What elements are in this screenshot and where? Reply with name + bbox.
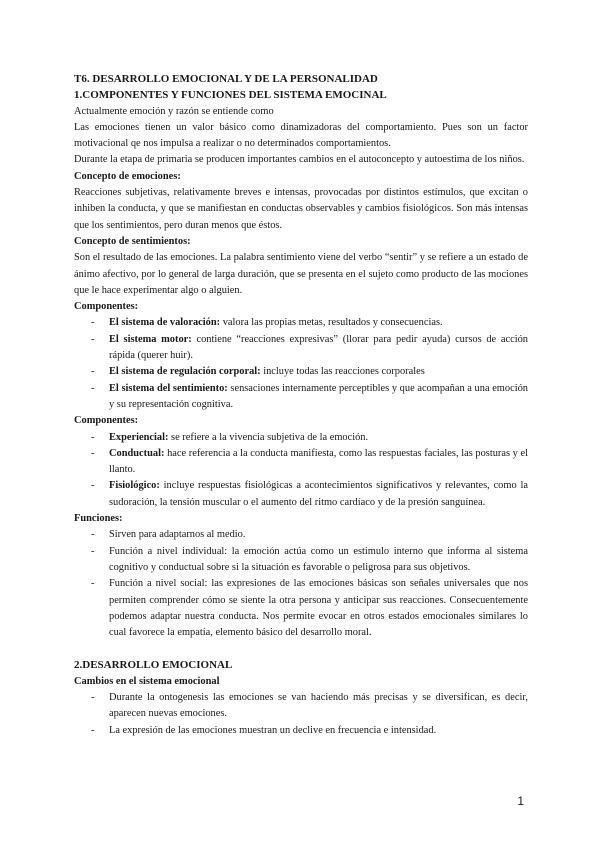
item-term: Conductual: bbox=[109, 447, 165, 459]
list-item bbox=[74, 690, 528, 723]
item-term: El sistema motor: bbox=[109, 333, 192, 345]
dash-bullet: - bbox=[91, 578, 95, 590]
dash-bullet: - bbox=[91, 333, 95, 345]
dash-bullet: - bbox=[91, 447, 95, 459]
dash-bullet: - bbox=[91, 317, 95, 329]
list-item bbox=[74, 478, 528, 511]
item-text: se refiere a la vivencia subjetiva de la emoción. bbox=[168, 431, 369, 443]
dash-bullet: - bbox=[91, 382, 95, 394]
list-item bbox=[74, 381, 528, 414]
item-text: Función a nivel social: las expresiones de las emociones básicas son señales universales que nos permiten comprender cómo se siente la otra persona y anticipar sus reacciones. Consecuentemente podemos adaptar nuestra conducta. Nos permite evocar en otros estados emocionales similares lo cual favorece la empatía, elemento básico del desarrollo moral. bbox=[109, 578, 528, 639]
dash-bullet: - bbox=[91, 431, 95, 443]
intro-paragraph-2: Las emociones tienen un valor básico como dinamizadoras del comportamiento. Pues son un factor motivacional qe nos impulsa a realizar o no determinados comportamientos. bbox=[74, 121, 528, 150]
dash-bullet: - bbox=[91, 691, 95, 703]
dash-bullet: - bbox=[91, 724, 95, 736]
list-item bbox=[74, 446, 528, 479]
section-1-heading: 1.COMPONENTES Y FUNCIONES DEL SISTEMA EMOCINAL bbox=[74, 89, 387, 102]
item-text: sensaciones internamente perceptibles y que acompañan a una emoción y su representación cognitiva. bbox=[109, 382, 528, 410]
item-text: incluye todas las reacciones corporales bbox=[260, 366, 425, 378]
concepto-sentimientos-text: Son el resultado de las emociones. La palabra sentimiento viene del verbo “sentir” y se refiere a un estado de ánimo afectivo, por lo general de larga duración, que se presenta en el sujeto como producto de las mociones que le hace experimentar algo o alguien. bbox=[74, 252, 528, 296]
list-item bbox=[74, 527, 528, 543]
intro-paragraph-1: Actualmente emoción y razón se entiende como bbox=[74, 105, 274, 117]
item-text: contiene “reacciones expresivas” (llorar para pedir ayuda) cursos de acción rápida (querer huir). bbox=[109, 333, 528, 362]
item-text: Durante la ontogenesis las emociones se van haciendo más precisas y se diversifican, es decir, aparecen nuevas emociones. bbox=[109, 691, 528, 720]
list-item bbox=[74, 315, 528, 331]
dash-bullet: - bbox=[91, 529, 95, 541]
dash-bullet: - bbox=[91, 545, 95, 557]
funciones-heading: Funciones: bbox=[74, 513, 123, 525]
list-item bbox=[74, 544, 528, 577]
list-item bbox=[74, 364, 528, 380]
componentes-heading-2: Componentes: bbox=[74, 415, 139, 427]
cambios-list bbox=[74, 690, 528, 739]
item-text: incluye respuestas fisiológicas a acontecimientos significativos y relevantes, como la sudoración, la tensión muscular o el aumento del ritmo cardíaco y de la presión sanguínea. bbox=[109, 480, 528, 508]
concepto-emociones-text: Reacciones subjetivas, relativamente breves e intensas, provocadas por distintos estímulos, que excitan o inhiben la conducta, y que se manifiestan en conductas observables y cambios fisiológicos. Son más intensas que los sentimientos, pero duran menos que éstos. bbox=[74, 187, 528, 231]
item-term: El sistema de valoración: bbox=[109, 317, 221, 329]
item-text: hace referencia a la conducta manifiesta, como las respuestas faciales, las posturas y el llanto. bbox=[109, 447, 528, 476]
funciones-list bbox=[74, 527, 528, 641]
componentes-heading-1: Componentes: bbox=[74, 301, 139, 313]
item-term: Fisiológico: bbox=[109, 480, 160, 492]
list-item bbox=[74, 576, 528, 641]
item-term: El sistema del sentimiento: bbox=[109, 382, 228, 394]
page-number: 1 bbox=[517, 794, 524, 808]
section-2-heading: 2.DESARROLLO EMOCIONAL bbox=[74, 659, 233, 672]
document-title: T6. DESARROLLO EMOCIONAL Y DE LA PERSONALIDAD bbox=[74, 73, 378, 85]
section-spacer bbox=[74, 641, 528, 657]
item-text: Sirven para adaptarnos al medio. bbox=[109, 529, 246, 541]
item-text: valora las propias metas, resultados y consecuencias. bbox=[220, 317, 443, 329]
document-body bbox=[74, 71, 528, 739]
item-term: Experiencial: bbox=[109, 431, 169, 443]
item-text: Función a nivel individual: la emoción actúa como un estimulo interno que informa al sistema cognitivo y conductual sobre si la situación es favorable o peligrosa para sus objetivos. bbox=[109, 545, 528, 573]
list-item bbox=[74, 723, 528, 739]
dash-bullet: - bbox=[91, 366, 95, 378]
intro-paragraph-3: Durante la etapa de primaria se producen importantes cambios en el autoconcepto y autoestima de los niños. bbox=[74, 154, 525, 166]
item-text: La expresión de las emociones muestran un declive en frecuencia e intensidad. bbox=[109, 724, 437, 736]
concepto-emociones-heading: Concepto de emociones: bbox=[74, 170, 181, 182]
list-item bbox=[74, 332, 528, 365]
cambios-heading: Cambios en el sistema emocional bbox=[74, 675, 220, 687]
componentes-list-1 bbox=[74, 315, 528, 413]
item-term: El sistema de regulación corporal: bbox=[109, 366, 261, 378]
componentes-list-2 bbox=[74, 430, 528, 511]
list-item bbox=[74, 430, 528, 446]
dash-bullet: - bbox=[91, 480, 95, 492]
concepto-sentimientos-heading: Concepto de sentimientos: bbox=[74, 235, 191, 247]
